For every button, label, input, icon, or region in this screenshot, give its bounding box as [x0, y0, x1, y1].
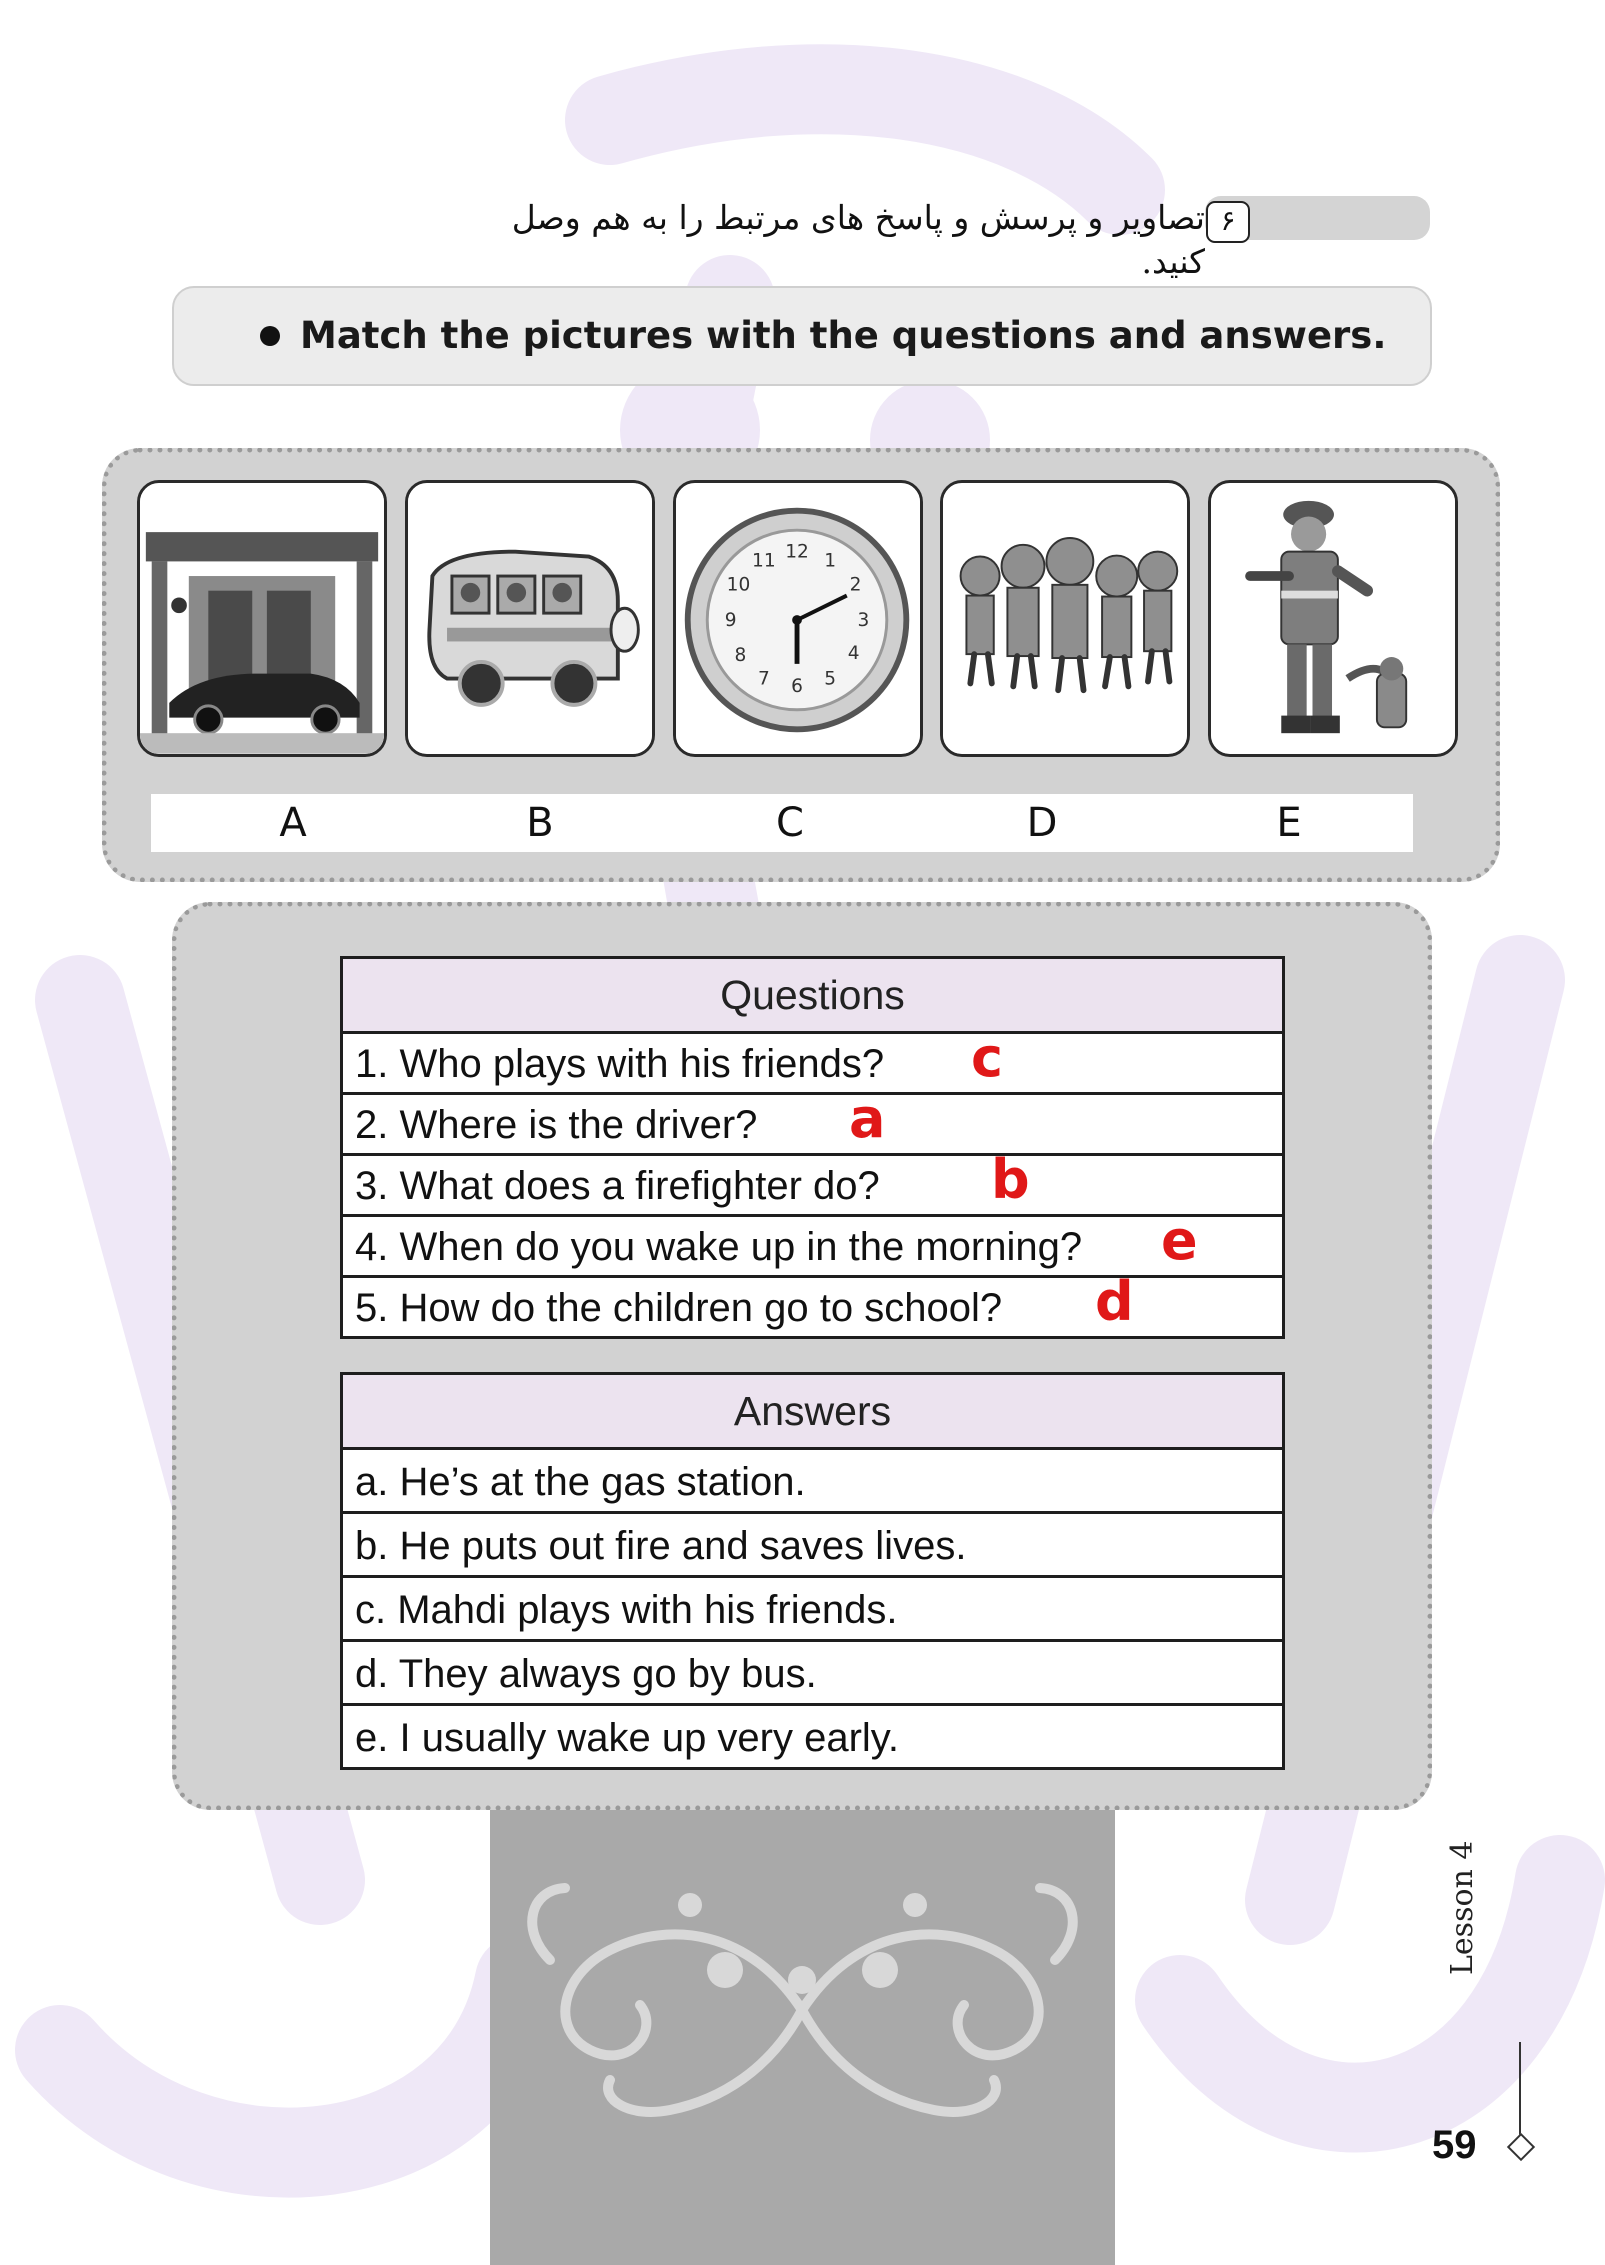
picture-letter-b: B [526, 800, 554, 846]
handwritten-answer-mark: e [1161, 1209, 1198, 1272]
questions-title: Questions [343, 959, 1282, 1034]
footer-divider [1519, 2042, 1521, 2137]
floral-ornament-icon [490, 1810, 1115, 2265]
gas-station-car-icon [140, 483, 384, 754]
ornament-block [490, 1810, 1115, 2265]
children-playing-icon [943, 483, 1187, 754]
firefighter-icon [1211, 483, 1455, 754]
svg-text:1: 1 [824, 550, 837, 572]
answer-row: b. He puts out fire and saves lives. [343, 1514, 1282, 1578]
answer-row: e. I usually wake up very early. [343, 1706, 1282, 1767]
question-text: 2. Where is the driver? [355, 1103, 758, 1147]
svg-text:9: 9 [724, 609, 737, 631]
answers-title: Answers [343, 1375, 1282, 1450]
question-row [343, 1026, 1282, 1095]
question-text: 1. Who plays with his friends? [355, 1042, 885, 1086]
answer-row: a. He’s at the gas station. [343, 1450, 1282, 1514]
question-row [343, 1270, 1282, 1336]
svg-text:6: 6 [791, 676, 803, 698]
picture-b [405, 480, 655, 757]
picture-e [1208, 480, 1458, 757]
picture-c [673, 480, 923, 757]
wall-clock-icon [676, 483, 920, 754]
answer-row: c. Mahdi plays with his friends. [343, 1578, 1282, 1642]
handwritten-answer-mark: a [849, 1087, 886, 1150]
answers-table [340, 1372, 1285, 1770]
question-text: 3. What does a firefighter do? [355, 1164, 880, 1208]
english-instruction: Match the pictures with the questions and answers. [300, 314, 1387, 357]
svg-text:11: 11 [752, 550, 776, 572]
svg-text:2: 2 [849, 574, 862, 596]
picture-d [940, 480, 1190, 757]
questions-table [340, 956, 1285, 1339]
picture-letter-c: C [776, 800, 804, 846]
handwritten-answer-mark: c [971, 1026, 1004, 1089]
svg-text:4: 4 [847, 643, 860, 665]
question-row [343, 1087, 1282, 1156]
svg-text:7: 7 [757, 668, 770, 690]
question-row [343, 1209, 1282, 1278]
handwritten-answer-mark: b [991, 1148, 1030, 1211]
answer-row: d. They always go by bus. [343, 1642, 1282, 1706]
exercise-number: ۶ [1206, 201, 1250, 243]
svg-text:10: 10 [726, 574, 751, 596]
svg-text:12: 12 [785, 541, 809, 563]
svg-text:3: 3 [857, 609, 870, 631]
picture-letter-d: D [1026, 800, 1058, 846]
handwritten-answer-mark: d [1095, 1270, 1134, 1333]
picture-a [137, 480, 387, 757]
svg-text:5: 5 [824, 668, 837, 690]
picture-letter-a: A [279, 800, 307, 846]
picture-letter-e: E [1276, 800, 1302, 846]
question-row [343, 1148, 1282, 1217]
lesson-label: Lesson 4 [1445, 1840, 1480, 1975]
school-bus-icon [408, 483, 652, 754]
question-text: 4. When do you wake up in the morning? [355, 1225, 1083, 1269]
persian-instruction: تصاویر و پرسش و پاسخ های مرتبط را به هم وصل کنید. [511, 198, 1205, 281]
page-number: 59 [1432, 2123, 1477, 2167]
svg-text:8: 8 [734, 644, 747, 666]
question-text: 5. How do the children go to school? [355, 1286, 1003, 1330]
